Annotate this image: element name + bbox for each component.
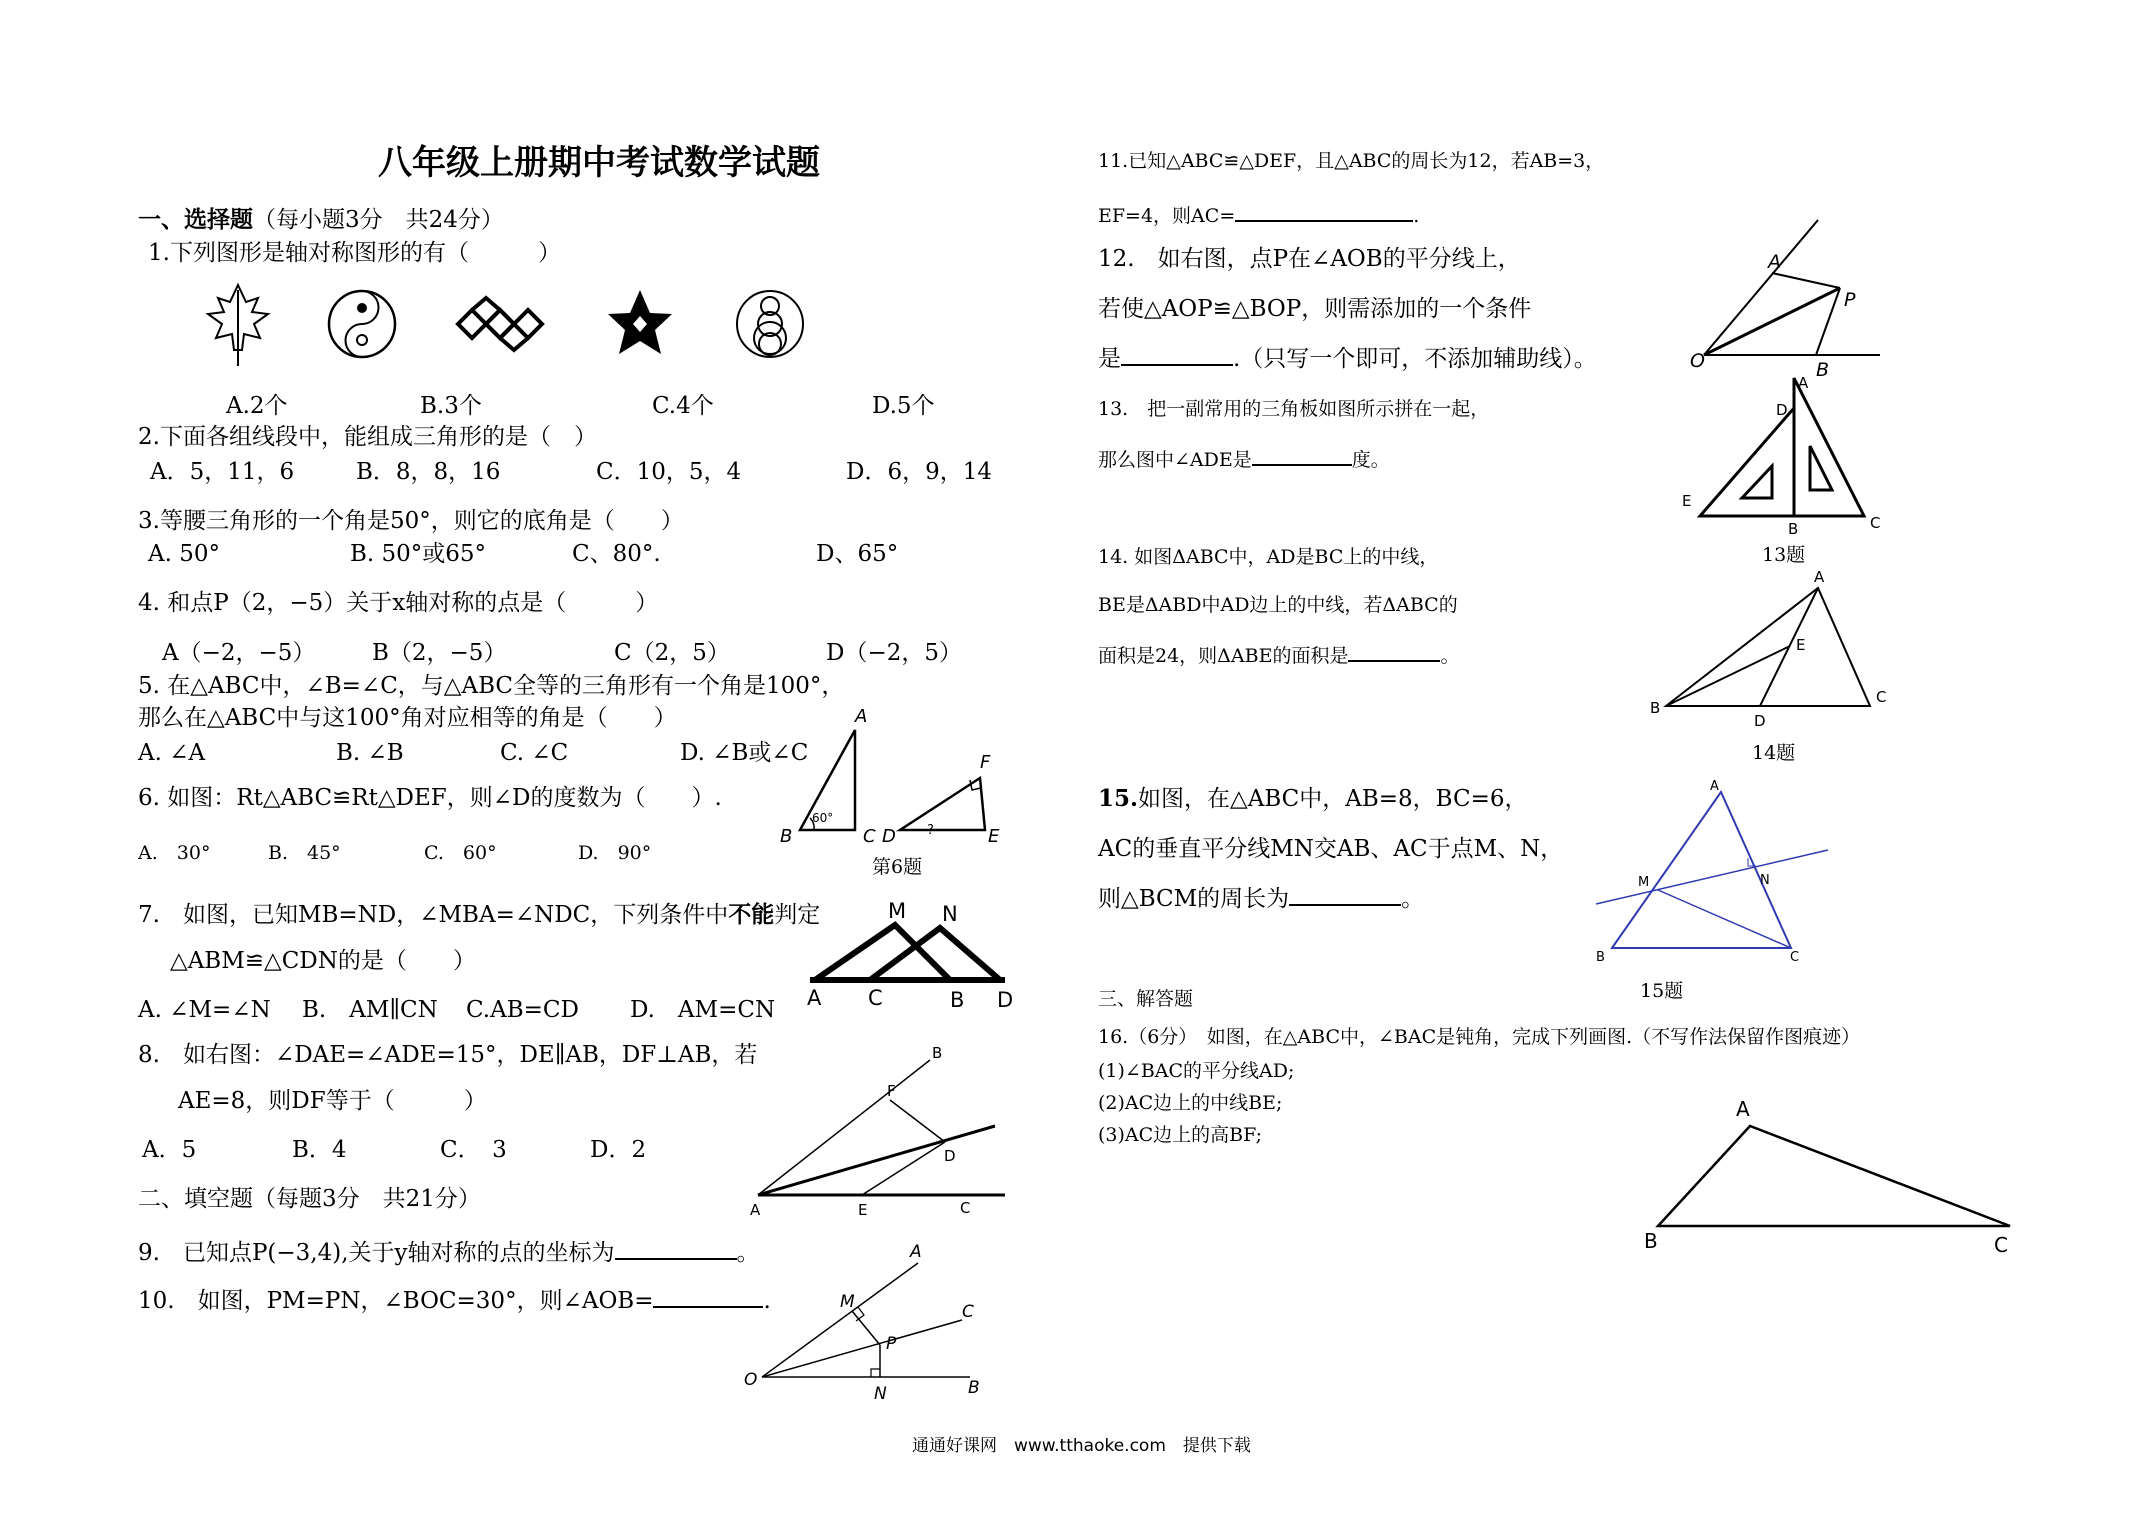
q13-label-b: B	[1788, 520, 1799, 538]
q1-option-d: D.5个	[872, 393, 935, 419]
q8-label-b: B	[932, 1044, 943, 1062]
q7-line1	[138, 900, 820, 930]
q15-label-c: C	[1790, 950, 1800, 965]
q14-line2: BE是ΔABD中AD边上的中线，若ΔABC的	[1098, 594, 1458, 616]
q5-option-a: A. ∠A	[138, 740, 206, 766]
q6-option-d: D. 90°	[578, 842, 652, 864]
q4-text: 4. 和点P（2，−5）关于x轴对称的点是（ ）	[138, 590, 659, 616]
q13-line2	[1098, 442, 1390, 475]
q1-option-a: A.2个	[226, 393, 288, 419]
q4-option-d: D（−2，5）	[826, 640, 962, 666]
q12-label-o: O	[1690, 350, 1705, 372]
q15-text: 则△BCM的周长为	[1098, 886, 1290, 912]
q3-option-b: B. 50°或65°	[350, 541, 487, 567]
q8-option-b: B．4	[292, 1137, 347, 1163]
q2-text: 2.下面各组线段中，能组成三角形的是（ ）	[138, 424, 597, 450]
q11-end: .	[1413, 205, 1420, 227]
q7-label-a: A	[807, 986, 822, 1010]
q6-label-c: C	[863, 826, 876, 847]
q15-figure	[1596, 780, 1846, 970]
q7-emphasis: 不能	[728, 901, 775, 928]
q13-line1: 13. 把一副常用的三角板如图所示拼在一起，	[1098, 398, 1490, 420]
q7-line1-end: 判定	[774, 902, 821, 928]
section3-title: 三、解答题	[1098, 988, 1194, 1010]
q8-label-d: D	[944, 1147, 956, 1165]
q2-option-d: D．6，9，14	[846, 459, 992, 485]
q12-line3-end: .（只写一个即可，不添加辅助线）。	[1233, 346, 1597, 372]
section1-note: （每小题3分 共24分）	[253, 207, 504, 233]
q15-answer-blank[interactable]	[1289, 882, 1401, 906]
q7-option-d: D. AM=CN	[630, 997, 776, 1023]
q8-option-c: C． 3	[440, 1137, 507, 1163]
q12-label-p: P	[1844, 289, 1856, 311]
q7-option-c: C.AB=CD	[466, 997, 579, 1023]
q14-label-a: A	[1814, 568, 1825, 586]
q1-option-b: B.3个	[420, 393, 482, 419]
q15-label-b: B	[1596, 950, 1605, 965]
q6-label-b: B	[780, 826, 793, 847]
q5-line2: 那么在△ABC中与这100°角对应相等的角是（ ）	[138, 705, 677, 731]
q12-figure	[1690, 210, 1890, 380]
q13-label-d: D	[1776, 401, 1788, 419]
q16-item-3: (3)AC边上的高BF;	[1098, 1124, 1263, 1146]
yin-yang-icon	[329, 291, 395, 357]
section1-title: 一、选择题	[138, 206, 253, 233]
q7-label-d: D	[997, 988, 1014, 1012]
q15-line2: AC的垂直平分线MN交AB、AC于点M、N，	[1098, 836, 1564, 862]
q7-figure	[800, 900, 1030, 1015]
q10-figure	[740, 1235, 1000, 1410]
q10-text: 10. 如图，PM=PN，∠BOC=30°，则∠AOB=	[138, 1288, 654, 1314]
q15-label-m: M	[1638, 875, 1650, 890]
q13-answer-blank[interactable]	[1252, 442, 1352, 466]
q14-label-e: E	[1796, 636, 1806, 654]
q12-line2: 若使△AOP≌△BOP，则需添加的一个条件	[1098, 296, 1532, 322]
q10-end: .	[763, 1288, 771, 1314]
q7-label-c: C	[868, 986, 883, 1010]
q2-option-b: B．8，8，16	[356, 459, 501, 485]
q2-option-c: C．10，5，4	[596, 459, 742, 485]
q6-angle-label: 60°	[812, 811, 834, 825]
q14-answer-blank[interactable]	[1348, 638, 1440, 662]
q9-text: 9. 已知点P(−3,4),关于y轴对称的点的坐标为	[138, 1240, 615, 1266]
q15-label-a: A	[1710, 779, 1719, 794]
q10-label-o: O	[744, 1370, 758, 1390]
q3-option-d: D、65°	[816, 541, 899, 567]
page-title: 八年级上册期中考试数学试题	[378, 143, 820, 183]
q8-label-f: F	[887, 1082, 896, 1100]
q5-line1: 5. 在△ABC中，∠B=∠C，与△ABC全等的三角形有一个角是100°，	[138, 673, 845, 699]
q12-label-b: B	[1816, 359, 1830, 381]
q6-caption: 第6题	[872, 856, 923, 878]
q3-option-a: A. 50°	[148, 541, 220, 567]
q8-option-a: A．5	[142, 1137, 197, 1163]
q10-label-m: M	[840, 1292, 855, 1312]
q15-line1	[1098, 784, 1528, 814]
q4-option-a: A（−2，−5）	[162, 640, 316, 666]
q14-line3	[1098, 638, 1459, 671]
q6-label-a: A	[855, 706, 868, 727]
q16-item-1: (1)∠BAC的平分线AD;	[1098, 1060, 1295, 1082]
q8-line1: 8. 如右图：∠DAE=∠ADE=15°，DE∥AB，DF⊥AB，若	[138, 1042, 758, 1068]
q11-line1: 11.已知△ABC≌△DEF，且△ABC的周长为12，若AB=3，	[1098, 150, 1605, 172]
q1-text: 1.下列图形是轴对称图形的有（ ）	[148, 240, 561, 266]
q6-question-mark: ?	[927, 823, 934, 838]
q1-option-c: C.4个	[652, 393, 714, 419]
q14-label-b: B	[1650, 699, 1661, 717]
leaf-icon	[208, 285, 268, 366]
q5-option-d: D. ∠B或∠C	[680, 740, 809, 766]
q12-label-a: A	[1768, 251, 1781, 273]
q6-label-d: D	[882, 826, 896, 847]
q8-line2: AE=8，则DF等于（ ）	[178, 1088, 487, 1114]
q15-caption: 15题	[1640, 980, 1684, 1002]
q8-option-d: D．2	[590, 1137, 647, 1163]
q16-label-b: B	[1644, 1229, 1658, 1253]
q11-text: EF=4，则AC=	[1098, 205, 1236, 227]
q15-line1-text: 如图，在△ABC中，AB=8，BC=6，	[1138, 786, 1528, 812]
q10-label-c: C	[962, 1302, 974, 1322]
q6-label-f: F	[980, 752, 991, 773]
q6-label-e: E	[988, 826, 1000, 847]
q4-option-b: B（2，−5）	[372, 640, 507, 666]
q9-end: 。	[736, 1240, 760, 1266]
q14-end: 。	[1440, 645, 1460, 667]
q3-text: 3.等腰三角形的一个角是50°，则它的底角是（ ）	[138, 508, 684, 534]
q10-label-b: B	[968, 1378, 980, 1398]
q16-text: 16.（6分） 如图，在△ABC中，∠BAC是钝角，完成下列画图.（不写作法保留作图痕迹）	[1098, 1026, 1861, 1048]
q11-line2	[1098, 198, 1419, 231]
section1-heading	[138, 205, 504, 235]
q7-label-m: M	[888, 899, 907, 923]
q10-label-p: P	[886, 1334, 897, 1354]
q14-text: 面积是24，则ΔABE的面积是	[1098, 645, 1349, 667]
q6-option-a: A. 30°	[138, 842, 211, 864]
q14-figure	[1648, 566, 1898, 736]
q10-label-n: N	[874, 1384, 887, 1404]
q10-line	[138, 1284, 771, 1316]
q16-label-c: C	[1994, 1233, 2008, 1257]
q7-label-n: N	[942, 902, 958, 926]
star-icon	[608, 290, 672, 354]
q10-label-a: A	[910, 1242, 922, 1262]
circles-icon	[737, 291, 803, 357]
q15-end: 。	[1401, 886, 1425, 912]
q13-text: 那么图中∠ADE是	[1098, 449, 1252, 471]
q16-label-a: A	[1736, 1097, 1750, 1121]
q13-label-c: C	[1870, 514, 1881, 532]
q15-label-n: N	[1760, 873, 1770, 888]
q7-line2: △ABM≌△CDN的是（ ）	[170, 948, 476, 974]
q16-item-2: (2)AC边上的中线BE;	[1098, 1092, 1283, 1114]
q5-option-c: C. ∠C	[500, 740, 569, 766]
q8-label-c: C	[960, 1199, 971, 1217]
q8-label-e: E	[858, 1201, 868, 1219]
q14-line1: 14. 如图ΔABC中，AD是BC上的中线，	[1098, 546, 1439, 568]
q3-option-c: C、80°.	[572, 541, 661, 567]
q15-number: 15.	[1098, 785, 1139, 812]
q6-text: 6. 如图：Rt△ABC≌Rt△DEF，则∠D的度数为（ ）.	[138, 785, 722, 811]
q14-label-d: D	[1754, 712, 1766, 730]
q2-option-a: A．5，11，6	[150, 459, 295, 485]
q16-figure	[1640, 1098, 2020, 1258]
q4-option-c: C（2，5）	[614, 640, 730, 666]
q14-caption: 14题	[1752, 742, 1796, 764]
q11-answer-blank[interactable]	[1235, 198, 1413, 222]
knot-icon	[458, 298, 542, 350]
q12-line3	[1098, 342, 1597, 374]
page-footer: 通通好课网 www.tthaoke.com 提供下载	[912, 1436, 1251, 1456]
q8-figure	[750, 1040, 1020, 1220]
q12-answer-blank[interactable]	[1121, 342, 1233, 366]
q7-option-b: B. AM∥CN	[302, 997, 438, 1023]
q7-option-a: A. ∠M=∠N	[138, 997, 271, 1023]
q13-figure	[1672, 368, 1892, 558]
q6-option-c: C. 60°	[424, 842, 497, 864]
q1-symbols	[190, 280, 830, 370]
q7-label-b: B	[950, 988, 965, 1012]
q13-label-e: E	[1682, 492, 1692, 510]
q12-line3-start: 是	[1098, 346, 1121, 372]
q7-line1-start: 7. 如图，已知MB=ND，∠MBA=∠NDC，下列条件中	[138, 902, 729, 928]
q9-answer-blank[interactable]	[615, 1236, 737, 1260]
q13-caption: 13题	[1762, 544, 1806, 566]
section2-title: 二、填空题（每题3分 共21分）	[138, 1186, 481, 1212]
q6-option-b: B. 45°	[268, 842, 341, 864]
q5-option-b: B. ∠B	[336, 740, 404, 766]
q13-end: 度。	[1351, 449, 1390, 471]
q13-label-a: A	[1798, 374, 1809, 392]
q6-figure	[770, 700, 1050, 850]
q14-label-c: C	[1876, 688, 1887, 706]
q8-label-a: A	[750, 1201, 761, 1219]
q9-line	[138, 1236, 760, 1268]
q12-line1: 12. 如右图，点P在∠AOB的平分线上，	[1098, 246, 1521, 272]
q15-line3	[1098, 882, 1424, 914]
